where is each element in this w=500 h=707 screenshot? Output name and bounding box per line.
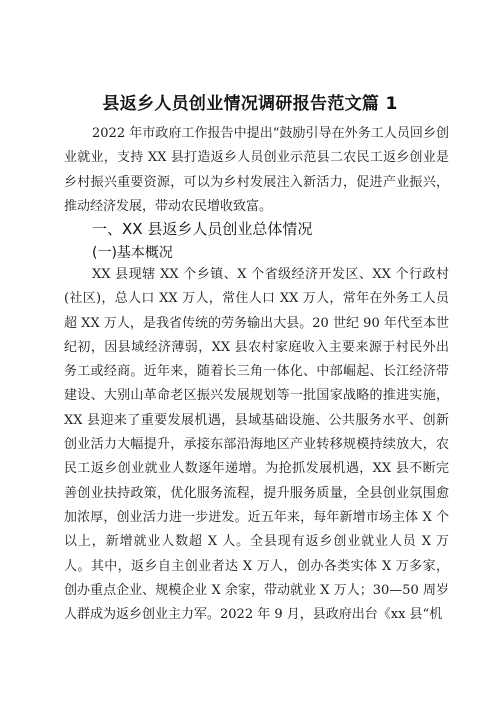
body-paragraph: XX 县现辖 XX 个乡镇、X 个省级经济开发区、XX 个行政村(社区)，总人口 XX 万人，常住人口 XX 万人，常年在外务工人员超 XX 万人，是我省传统的劳务输出大县。20 世纪 90 年代至本世纪初，因县域经济薄弱，XX 县农村家庭收入主要来源于村民外出务工或经商。近年来，随着长三角一体化、中部崛起、长江经济带建设、大别山革命老区振兴发展规划等一批国家战略的推进实施，XX 县迎来了重要发展机遇，县域基础设施、公共服务水平、创新创业活力大幅提升，承接东部沿海地区产业转移规模持续放大，农民工返乡创业就业人数逐年递增。为抢抓发展机遇，XX 县不断完善创业扶持政策，优化服务流程，提升服务质量，全县创业氛围愈加浓厚，创业活力进一步迸发。近五年来，每年新增市场主体 X 个以上，新增就业人数超 X 人。全县现有返乡创业就业人员 X 万人。其中，返乡自主创业者达 X 万人，创办各类实体 X 万多家，创办重点企业、规模企业 X 余家，带动就业 X 万人；30—50 周岁人群成为返乡创业主力军。2022 年 9 月，县政府出台《xx 县“机 bbox=[64, 267, 449, 623]
section-heading: 一、XX 县返乡人员创业总体情况 bbox=[92, 220, 313, 238]
subsection-heading: (一)基本概况 bbox=[92, 245, 173, 261]
document-title: 县返乡人员创业情况调研报告范文篇 1 bbox=[102, 94, 398, 114]
intro-paragraph: 2022 年市政府工作报告中提出“鼓励引导在外务工人员回乡创业就业，支持 XX 县打造返乡人员创业示范县二农民工返乡创业是乡村振兴重要资源，可以为乡村发展注入新活力，促进产业振兴，推动经济发展，带动农民增收致富。 bbox=[64, 126, 449, 214]
